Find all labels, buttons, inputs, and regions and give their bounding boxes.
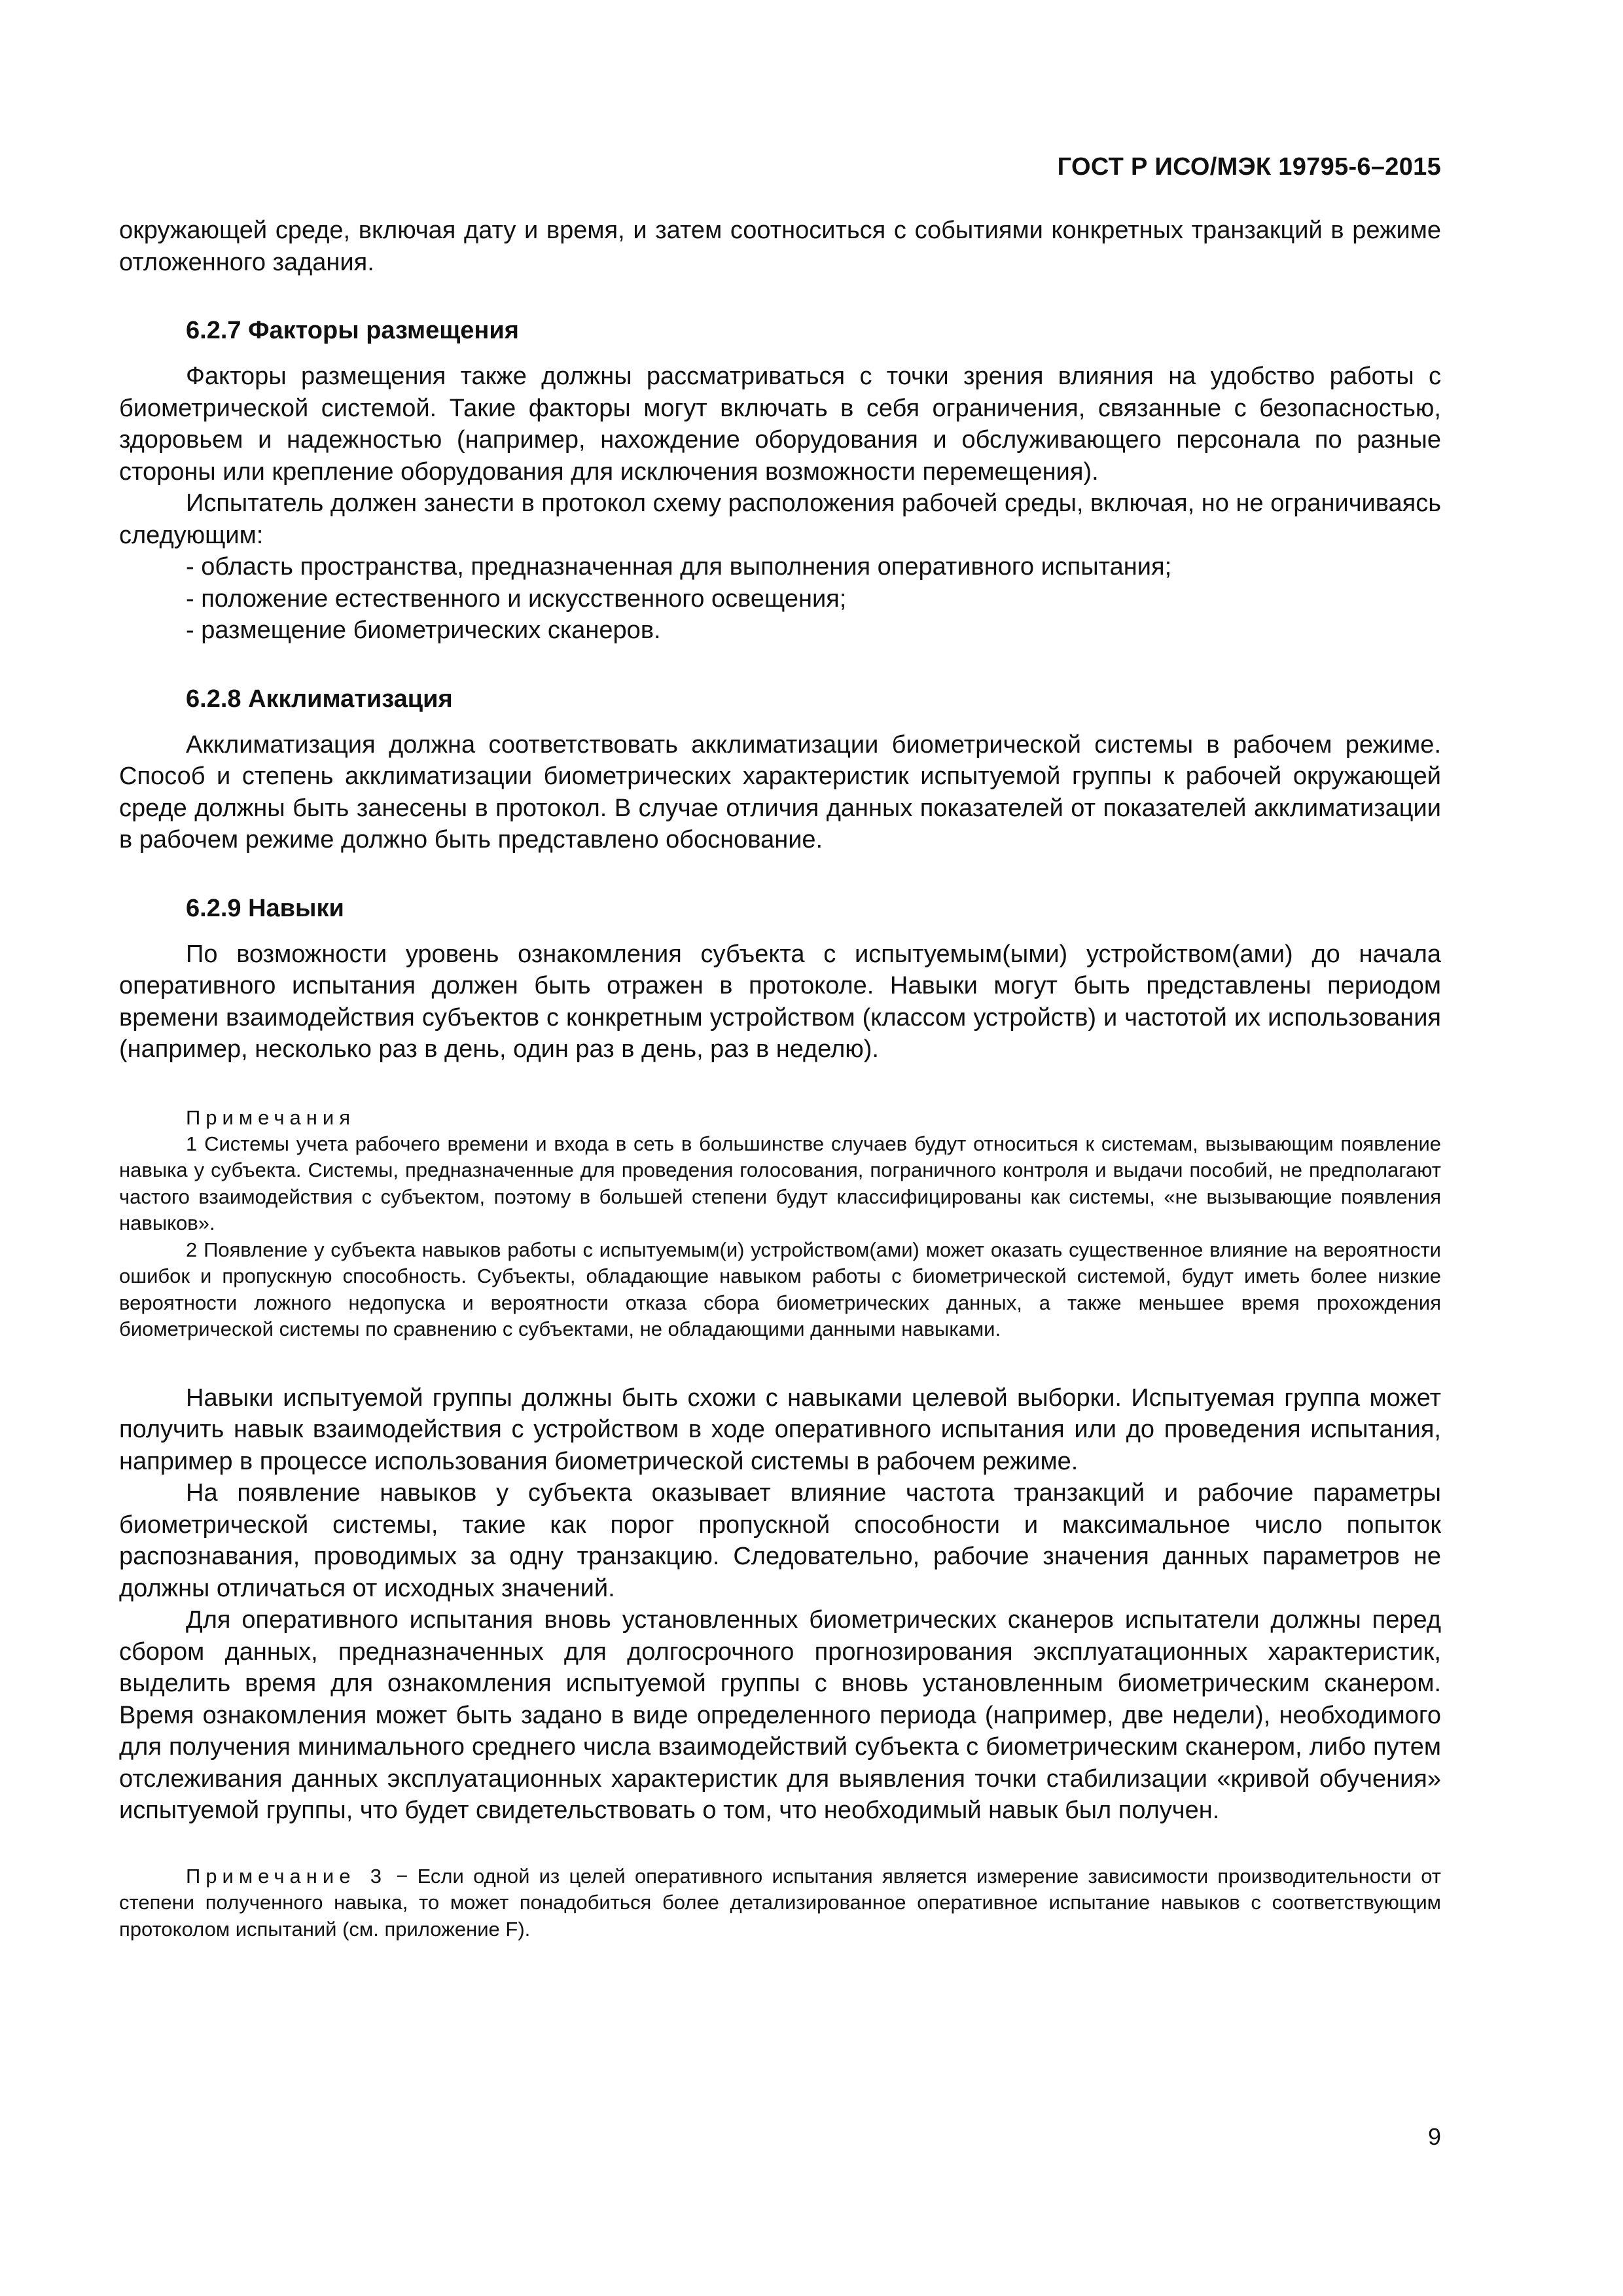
note-3 [119,1863,1441,1943]
note-2: 2 Появление у субъекта навыков работы с испытуемым(и) устройством(ами) может оказать существенное влияние на вероятности ошибок и пропускную способность. Субъекты, обладающие навыком работы с биометрической системой, будут иметь более низкие вероятности ложного недопуска и вероятности отказа сбора биометрических данных, а также меньшее время прохождения биометрической системы по сравнению с субъектами, не обладающими данными навыками. [119,1238,1441,1340]
intro-paragraph: окружающей среде, включая дату и время, и затем соотноситься с событиями конкретных транзакций в режиме отложенного задания. [119,217,1441,276]
section-heading-6-2-8: 6.2.8 Акклиматизация [186,685,453,713]
document-header: ГОСТ Р ИСО/МЭК 19795-6–2015 [1057,153,1441,181]
bullet-list [119,551,1441,647]
list-item: - область пространства, предназначенная для выполнения оперативного испытания; [186,553,1172,581]
notes-title: Примечания [186,1105,355,1129]
list-item: - положение естественного и искусственного освещения; [186,584,847,613]
paragraph: На появление навыков у субъекта оказывает влияние частота транзакций и рабочие параметры биометрической системы, такие как порог пропускной способности и максимальное число попыток распознавания, проводимых за одну транзакцию. Следовательно, рабочие значения данных параметров не должны отличаться от исходных значений. [119,1479,1441,1602]
section-heading-6-2-7: 6.2.7 Факторы размещения [186,317,519,344]
document-body [119,215,1441,1943]
paragraph: Испытатель должен занести в протокол схему расположения рабочей среды, включая, но не ограничиваясь следующим: [119,490,1441,549]
note-1: 1 Системы учета рабочего времени и входа в сеть в большинстве случаев будут относиться к системам, вызывающим появление навыка у субъекта. Системы, предназначенные для проведения голосования, пограничного контроля и выдачи пособий, не предполагают частого взаимодействия с субъектом, поэтому в большей степени будут классифицированы как системы, «не вызывающие появления навыков». [119,1132,1441,1234]
page-number: 9 [1427,2123,1441,2150]
paragraph: Навыки испытуемой группы должны быть схожи с навыками целевой выборки. Испытуемая группа может получить навык взаимодействия с устройством в ходе оперативного испытания или до проведения испытания, например в процессе использования биометрической системы в рабочем режиме. [119,1384,1441,1475]
note-3-text: − Если одной из целей оперативного испытания является измерение зависимости производительности от степени полученного навыка, то может понадобиться более детализированное оперативное испытание навыков с соответствующим протоколом испытаний (см. приложение F). [119,1864,1441,1941]
list-item: - размещение биометрических сканеров. [186,617,661,644]
note-3-label: Примечание 3 [186,1864,387,1888]
section-heading-6-2-9: 6.2.9 Навыки [186,894,344,922]
paragraph: Для оперативного испытания вновь установленных биометрических сканеров испытатели должны перед сбором данных, предназначенных для долгосрочного прогнозирования эксплуатационных характеристик, выделить время для ознакомления испытуемой группы с вновь установленным биометрическим сканером. Время ознакомления может быть задано в виде определенного периода (например, две недели), необходимого для получения минимального среднего числа взаимодействий субъекта с биометрическим сканером, либо путем отслеживания данных эксплуатационных характеристик для выявления точки стабилизации «кривой обучения» испытуемой группы, что будет свидетельствовать о том, что необходимый навык был получен. [119,1606,1441,1824]
paragraph: Факторы размещения также должны рассматриваться с точки зрения влияния на удобство работы с биометрической системой. Такие факторы могут включать в себя ограничения, связанные с безопасностью, здоровьем и надежностью (например, нахождение оборудования и обслуживающего персонала по разные стороны или крепление оборудования для исключения возможности перемещения). [119,363,1441,486]
paragraph: По возможности уровень ознакомления субъекта с испытуемым(ыми) устройством(ами) до начала оперативного испытания должен быть отражен в протоколе. Навыки могут быть представлены периодом времени взаимодействия субъектов с конкретным устройством (классом устройств) и частотой их использования (например, несколько раз в день, один раз в день, раз в неделю). [119,940,1441,1063]
paragraph: Акклиматизация должна соответствовать акклиматизации биометрической системы в рабочем режиме. Способ и степень акклиматизации биометрических характеристик испытуемой группы к рабочей окружающей среде должны быть занесены в протокол. В случае отличия данных показателей от показателей акклиматизации в рабочем режиме должно быть представлено обоснование. [119,730,1441,853]
